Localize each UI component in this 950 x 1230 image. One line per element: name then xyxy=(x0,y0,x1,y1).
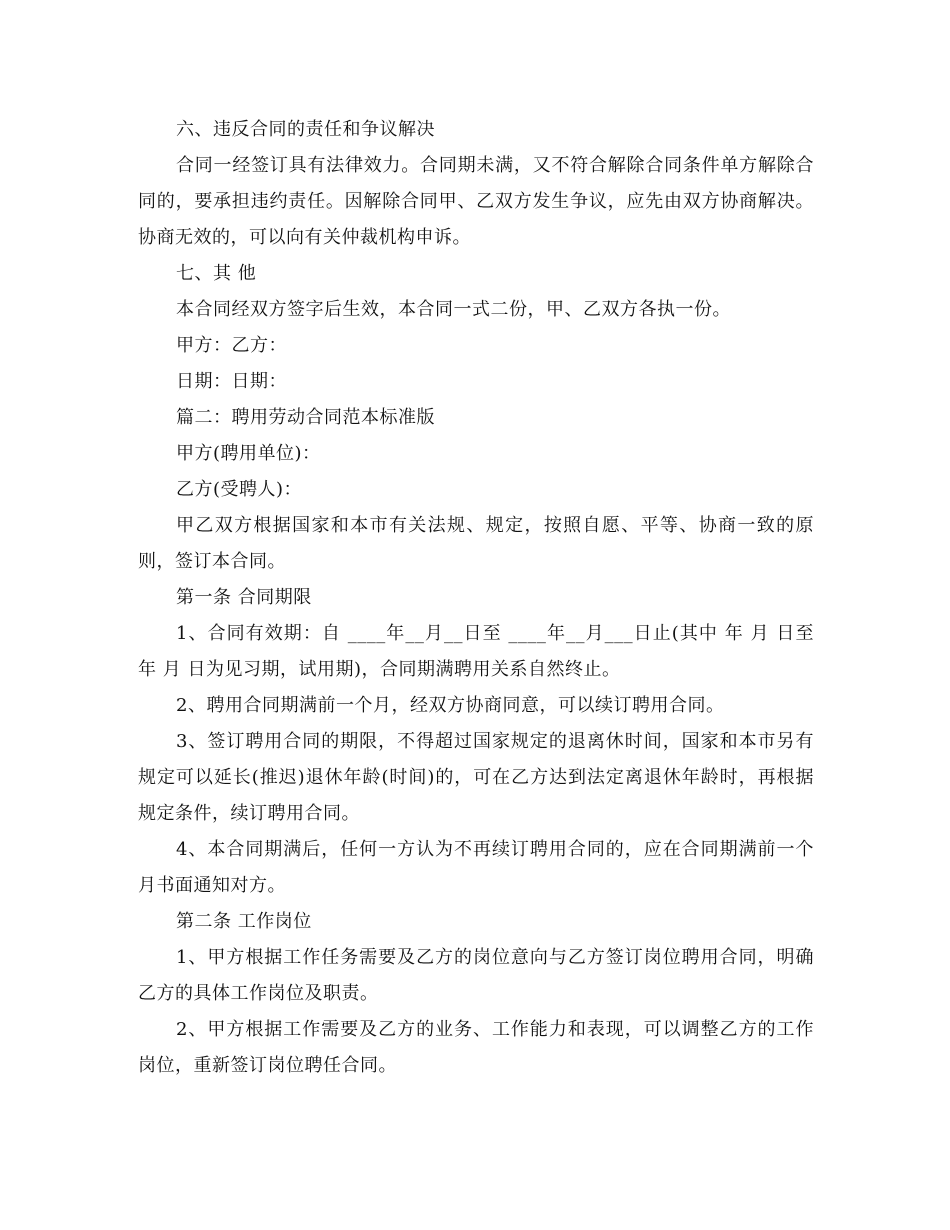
paragraph-liability-text: 合同一经签订具有法律效力。合同期未满，又不符合解除合同条件单方解除合同的，要承担违约责任。因解除合同甲、乙双方发生争议，应先由双方协商解决。协商无效的，可以向有关仲裁机构申诉。 xyxy=(138,155,814,248)
party-b-line: 乙方(受聘人)： xyxy=(176,479,303,500)
paragraph-preamble: 甲乙双方根据国家和本市有关法规、规定，按照自愿、平等、协商一致的原则，签订本合同。 xyxy=(138,515,814,572)
signature-date-line: 日期：日期： xyxy=(176,371,287,392)
chapter-heading-part-two: 篇二：聘用劳动合同范本标准版 xyxy=(176,407,435,428)
clause-term-2: 2、聘用合同期满前一个月，经双方协商同意，可以续订聘用合同。 xyxy=(176,695,725,716)
article-heading-term: 第一条 合同期限 xyxy=(176,587,312,608)
article-heading-position: 第二条 工作岗位 xyxy=(176,911,312,932)
clause-position-1: 1、甲方根据工作任务需要及乙方的岗位意向与乙方签订岗位聘用合同，明确乙方的具体工作岗位及职责。 xyxy=(138,947,814,1004)
section-heading-liability: 六、违反合同的责任和争议解决 xyxy=(176,119,435,140)
paragraph-effectiveness: 本合同经双方签字后生效，本合同一式二份，甲、乙双方各执一份。 xyxy=(176,299,731,320)
party-a-line: 甲方(聘用单位)： xyxy=(176,443,321,464)
section-heading-other: 七、其 他 xyxy=(176,263,257,284)
document-page xyxy=(138,112,814,1084)
signature-party-line: 甲方：乙方： xyxy=(176,335,287,356)
clause-term-1: 1、合同有效期：自 ____年__月__日至 ____年__月___日止(其中 年 月 日至 年 月 日为见习期，试用期)，合同期满聘用关系自然终止。 xyxy=(138,623,814,680)
clause-term-3: 3、签订聘用合同的期限，不得超过国家规定的退离休时间，国家和本市另有规定可以延长(推迟)退休年龄(时间)的，可在乙方达到法定离退休年龄时，再根据规定条件，续订聘用合同。 xyxy=(138,731,814,824)
clause-position-2: 2、甲方根据工作需要及乙方的业务、工作能力和表现，可以调整乙方的工作岗位，重新签订岗位聘任合同。 xyxy=(138,1019,814,1076)
clause-term-4: 4、本合同期满后，任何一方认为不再续订聘用合同的，应在合同期满前一个月书面通知对方。 xyxy=(138,839,814,896)
